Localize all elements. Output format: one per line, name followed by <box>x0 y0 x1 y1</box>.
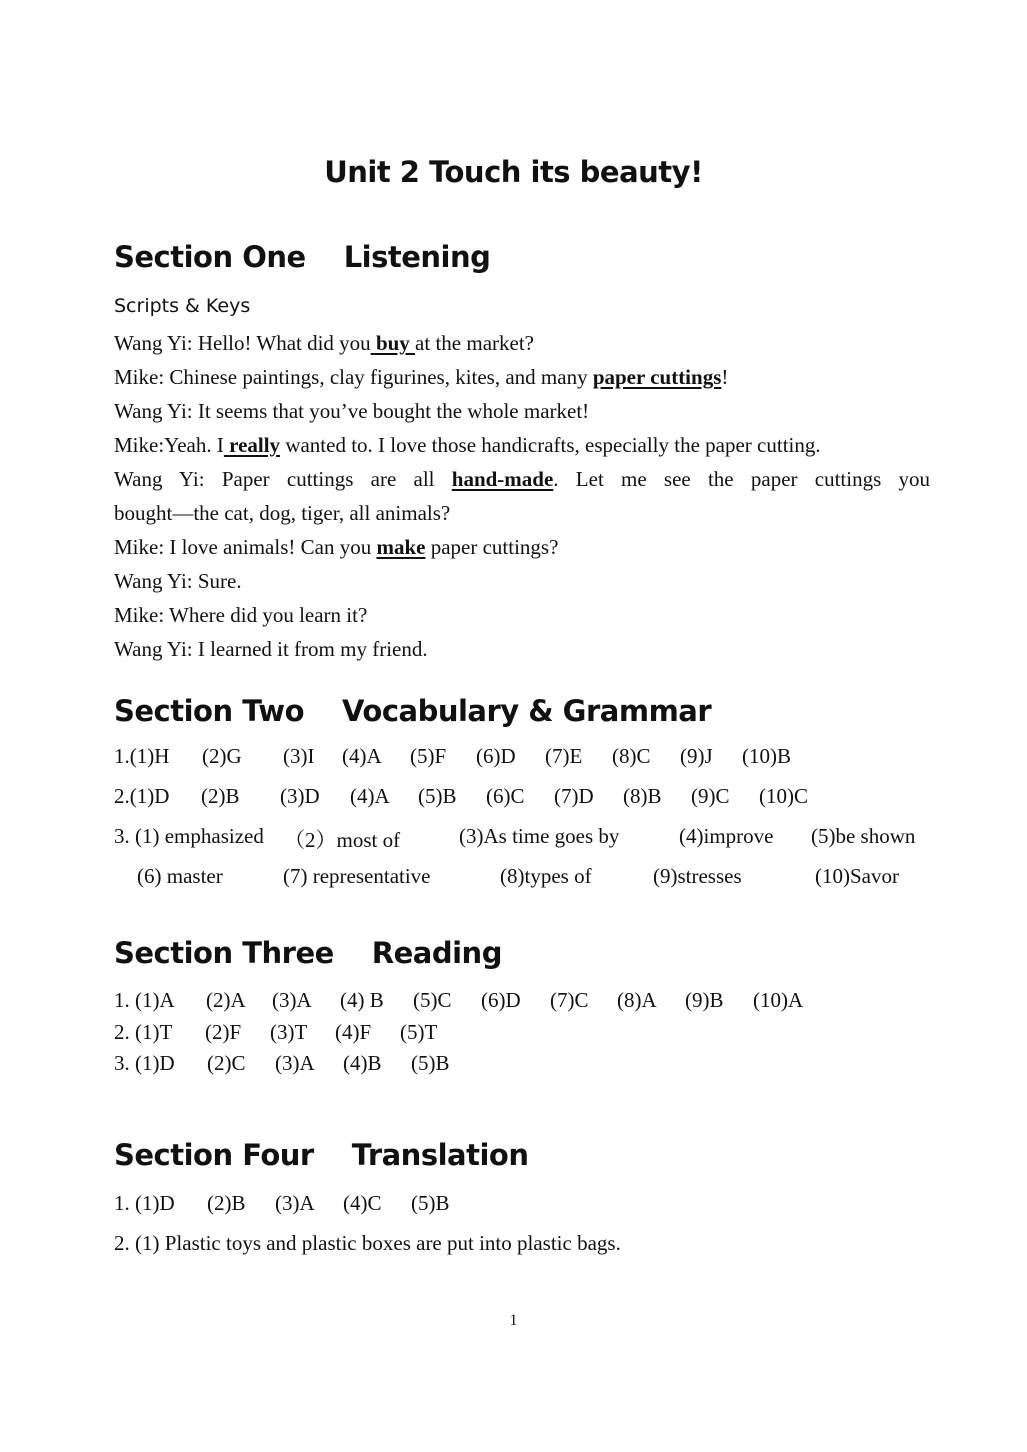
answer-key: (5)B <box>411 1191 450 1215</box>
page-number: 1 <box>509 1312 518 1329</box>
dialogue-line: Wang Yi: Sure. <box>114 569 242 593</box>
answer-key: (10)Savor <box>815 864 899 888</box>
answer-key-make: make <box>376 535 426 559</box>
answer-key: (4)A <box>350 784 390 808</box>
vocab-keys-row-4 <box>137 864 899 889</box>
dialogue-line <box>114 462 930 496</box>
answer-key: (3)I <box>283 744 315 768</box>
answer-key: (2)A <box>206 988 246 1012</box>
dialogue-line <box>114 326 930 360</box>
answer-key: (10)A <box>753 988 804 1012</box>
answer-key: （2）most of <box>284 828 401 852</box>
answer-key: (10)B <box>742 744 791 768</box>
answer-key: (6)D <box>481 988 521 1012</box>
answer-key: (10)C <box>759 784 808 808</box>
answer-key: (9)C <box>691 784 730 808</box>
answer-key: (5)F <box>410 744 447 768</box>
answer-key: (5)T <box>400 1020 438 1044</box>
reading-keys-row-2 <box>114 1020 437 1045</box>
answer-key: (6)C <box>486 784 525 808</box>
dialogue-text: . Let me see the paper cuttings you <box>553 467 930 491</box>
section-two-heading <box>114 694 711 728</box>
answer-key: 2.(1)D <box>114 784 170 808</box>
dialogue-text: ! <box>721 365 729 389</box>
answer-key: (2)G <box>202 744 242 768</box>
answer-key: (5)be shown <box>811 824 916 848</box>
vocab-keys-row-2 <box>114 784 808 809</box>
dialogue-text: Mike: Chinese paintings, clay figurines, kites, and many <box>114 365 593 389</box>
dialogue-text: Mike: I love animals! Can you <box>114 535 377 559</box>
answer-key: (4)A <box>342 744 382 768</box>
answer-key: (4)improve <box>679 824 774 848</box>
answer-key: (7)C <box>550 988 589 1012</box>
answer-key-buy: buy <box>370 331 416 355</box>
answer-key: (6) master <box>137 864 223 888</box>
answer-key: (3)A <box>275 1191 315 1215</box>
dialogue-line <box>114 360 930 394</box>
dialogue-line <box>114 530 930 564</box>
answer-key: (2)C <box>207 1051 246 1075</box>
answer-key: 1. (1)D <box>114 1191 175 1215</box>
section-four-heading <box>114 1138 528 1172</box>
section-three-title: Reading <box>371 936 502 970</box>
answer-key: (6)D <box>476 744 516 768</box>
dialogue-line: Wang Yi: It seems that you’ve bought the whole market! <box>114 399 590 423</box>
dialogue-line: bought—the cat, dog, tiger, all animals? <box>114 501 451 525</box>
dialogue-text: Wang Yi: Paper cuttings are all <box>114 467 452 491</box>
answer-key: (8)C <box>612 744 651 768</box>
vocab-keys-row-1 <box>114 744 791 769</box>
answer-key: (9)B <box>685 988 724 1012</box>
translation-keys-row-1 <box>114 1191 450 1216</box>
answer-key: (7) representative <box>283 864 431 888</box>
answer-key: (3)A <box>275 1051 315 1075</box>
section-one-number: Section One <box>114 240 306 274</box>
section-four-number: Section Four <box>114 1138 314 1172</box>
dialogue-text: at the market? <box>415 331 534 355</box>
answer-key: 1. (1)A <box>114 988 175 1012</box>
answer-key: (4)C <box>343 1191 382 1215</box>
answer-key: (2)B <box>201 784 240 808</box>
answer-key: (8)A <box>617 988 657 1012</box>
dialogue-text: wanted to. I love those handicrafts, especially the paper cutting. <box>280 433 821 457</box>
answer-key: (5)B <box>411 1051 450 1075</box>
translation-answer: 2. (1) Plastic toys and plastic boxes are put into plastic bags. <box>114 1231 621 1255</box>
answer-key: (3)As time goes by <box>459 824 620 848</box>
answer-key: 1.(1)H <box>114 744 170 768</box>
answer-key: (3)A <box>272 988 312 1012</box>
answer-key: (3)T <box>270 1020 308 1044</box>
section-one-title: Listening <box>343 240 491 274</box>
dialogue-line: Wang Yi: I learned it from my friend. <box>114 637 428 661</box>
answer-key: (4) B <box>340 988 384 1012</box>
answer-key: (2)B <box>207 1191 246 1215</box>
answer-key-paper-cuttings: paper cuttings <box>592 365 722 389</box>
reading-keys-row-1 <box>114 988 803 1013</box>
answer-key: (8)B <box>623 784 662 808</box>
answer-key: (9)stresses <box>653 864 742 888</box>
answer-key: 3. (1)D <box>114 1051 175 1075</box>
answer-key: (8)types of <box>500 864 592 888</box>
section-two-title: Vocabulary & Grammar <box>342 694 712 728</box>
section-three-heading <box>114 936 502 970</box>
page-title: Unit 2 Touch its beauty! <box>324 155 703 189</box>
answer-key: (3)D <box>280 784 320 808</box>
section-four-title: Translation <box>351 1138 529 1172</box>
answer-key: (4)F <box>335 1020 372 1044</box>
reading-keys-row-3 <box>114 1051 450 1076</box>
answer-key: (2)F <box>205 1020 242 1044</box>
dialogue-text: Wang Yi: Hello! What did you <box>114 331 371 355</box>
answer-key-hand-made: hand-made <box>451 467 554 491</box>
answer-key: (5)C <box>413 988 452 1012</box>
dialogue-text: paper cuttings? <box>425 535 559 559</box>
answer-key: 2. (1)T <box>114 1020 173 1044</box>
section-two-number: Section Two <box>114 694 305 728</box>
scripts-keys-label: Scripts & Keys <box>114 295 251 317</box>
dialogue-line <box>114 428 930 462</box>
vocab-keys-row-3 <box>114 824 915 854</box>
dialogue-text: Mike:Yeah. I <box>114 433 224 457</box>
answer-key: 3. (1) emphasized <box>114 824 264 848</box>
answer-key: (7)D <box>554 784 594 808</box>
answer-key: (9)J <box>680 744 713 768</box>
answer-key: (5)B <box>418 784 457 808</box>
section-one-heading <box>114 240 490 274</box>
answer-key: (7)E <box>545 744 583 768</box>
dialogue-line: Mike: Where did you learn it? <box>114 603 368 627</box>
answer-key: (4)B <box>343 1051 382 1075</box>
section-three-number: Section Three <box>114 936 334 970</box>
answer-key-really: really <box>223 433 281 457</box>
